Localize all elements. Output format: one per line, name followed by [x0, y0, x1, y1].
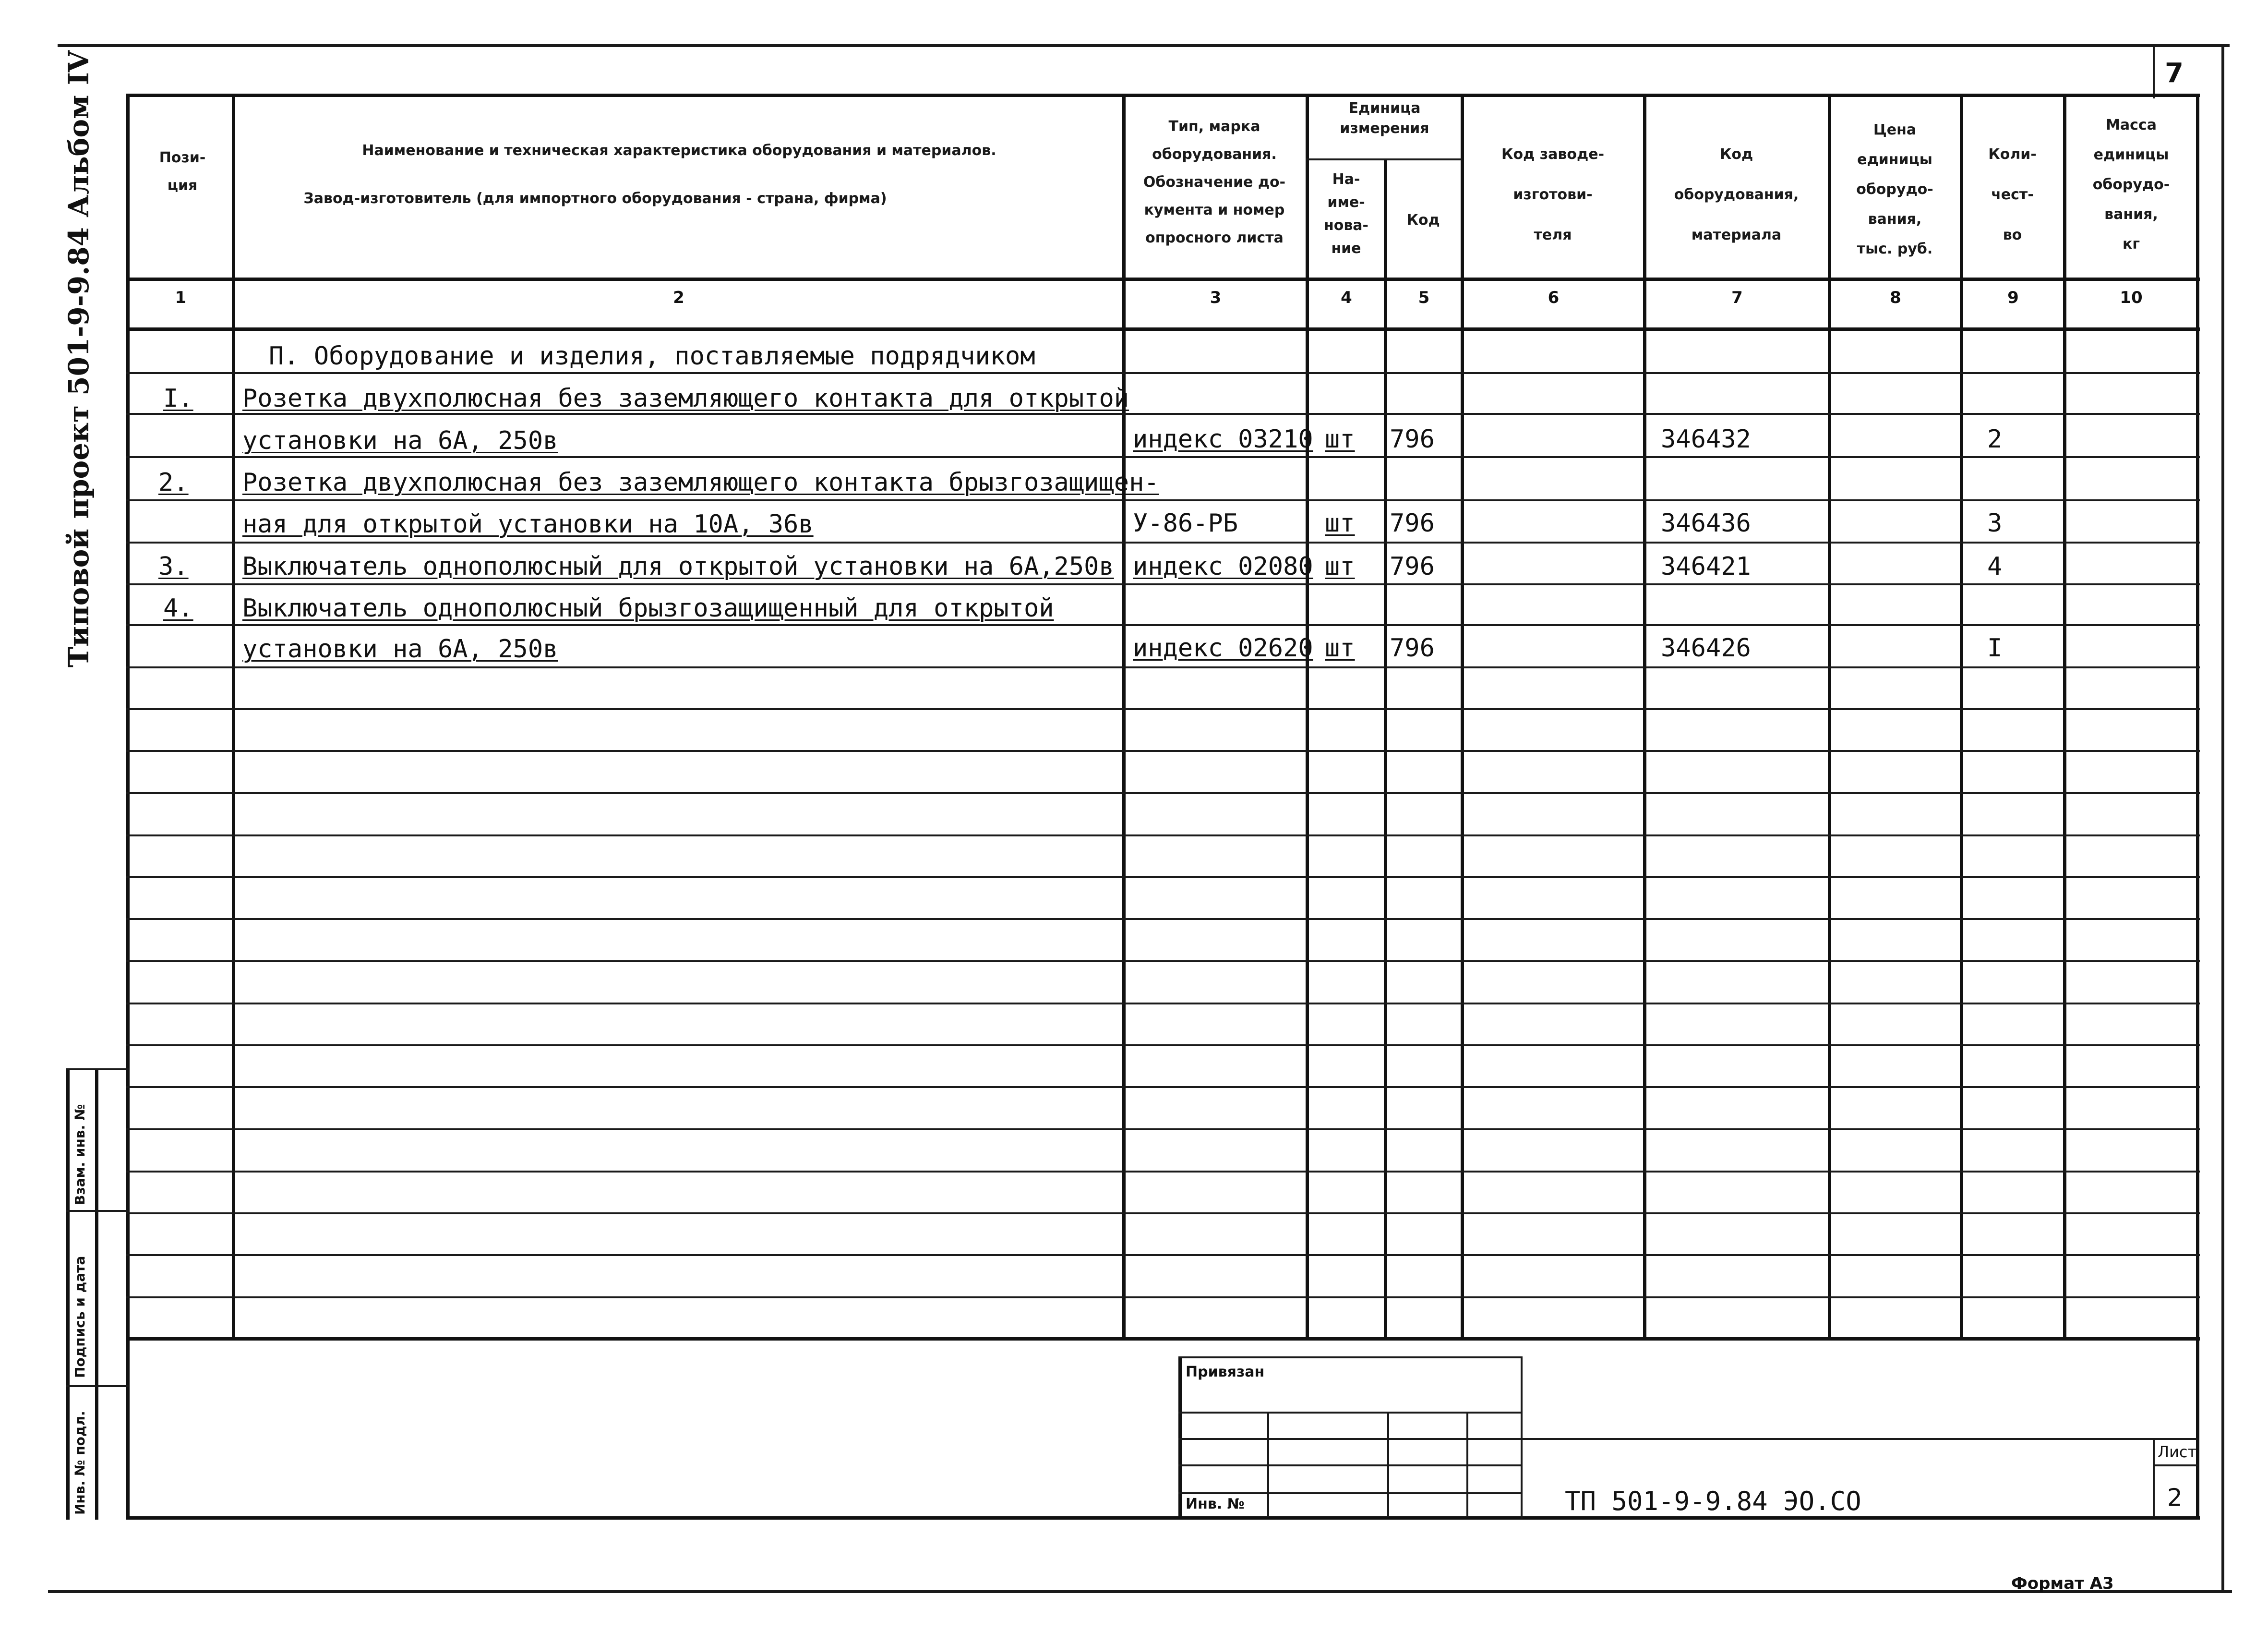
table-top [126, 94, 2200, 97]
row-line [126, 583, 2200, 585]
row-line [126, 413, 2200, 415]
row-line [126, 456, 2200, 458]
section-title: П. Оборудование и изделия, поставляемые подрядчиком [269, 342, 1035, 371]
col-sep-3 [1306, 94, 1309, 1340]
top-frame-line [58, 44, 2230, 47]
stamp-line-d [1178, 1492, 1522, 1494]
row2-code: 796 [1390, 509, 1435, 538]
side-label: Типовой проект 501-9-9.84 Альбом IV [62, 50, 95, 667]
col-sep-7 [1828, 94, 1831, 1340]
page-number-box-left [2153, 46, 2155, 98]
col-sep-2 [1122, 94, 1126, 1340]
row-line [126, 372, 2200, 374]
row2-name1: Розетка двухполюсная без заземляющего контакта брызгозащищен- [242, 468, 1159, 497]
colnum-2: 2 [673, 288, 684, 307]
row2-qty: 3 [1987, 509, 2003, 538]
row-line [126, 1086, 2200, 1088]
row1-type: индекс 03210 [1133, 425, 1313, 454]
row1-name1: Розетка двухполюсная без заземляющего контакта для открытой [242, 384, 1129, 413]
row-line [126, 792, 2200, 794]
row4-type: индекс 02620 [1133, 634, 1313, 663]
row-line [126, 708, 2200, 710]
row4-matcode: 346426 [1661, 634, 1751, 663]
row-line [126, 499, 2200, 501]
col-sep-4 [1384, 158, 1387, 1340]
header-col7: Код оборудования, материала [1674, 146, 1799, 243]
header-col10: Масса единицы оборудо- вания, кг [2092, 117, 2170, 253]
col-sep-9 [2063, 94, 2066, 1340]
colnum-6: 6 [1548, 288, 1560, 307]
header-col1: Пози- ция [159, 149, 206, 194]
row3-type: индекс 02080 [1133, 552, 1313, 581]
row4-qty: I [1987, 634, 2003, 663]
right-frame-line [2221, 44, 2224, 1593]
left-stamp-inner [95, 1068, 98, 1520]
row-line [126, 960, 2200, 962]
colnum-9: 9 [2007, 288, 2019, 307]
row-line [126, 624, 2200, 626]
privyazan-label: Привязан [1186, 1364, 1265, 1380]
row2-pos: 2. [158, 468, 189, 497]
colnum-8: 8 [1890, 288, 1901, 307]
colnum-bottom [126, 327, 2200, 331]
row-line [126, 918, 2200, 920]
row2-type: У-86-РБ [1133, 509, 1238, 538]
stamp-line-c [1178, 1464, 1522, 1466]
left-stamp-top [66, 1068, 129, 1070]
row3-unit: шт [1325, 552, 1355, 581]
header-col6: Код заводе- изготови- теля [1501, 146, 1605, 243]
row2-unit: шт [1325, 509, 1355, 538]
row-line [126, 1003, 2200, 1004]
row1-code: 796 [1390, 425, 1435, 454]
inv-no-label: Инв. № [1186, 1496, 1245, 1512]
row-line [126, 1128, 2200, 1130]
header-col2-line2: Завод-изготовитель (для импортного оборудования - страна, фирма) [303, 190, 887, 207]
table-right [2196, 94, 2199, 1520]
row1-name2: установки на 6А, 250в [242, 426, 558, 455]
stamp-line-b [1178, 1438, 1522, 1440]
colnum-4: 4 [1341, 288, 1352, 307]
colnum-3: 3 [1210, 288, 1222, 307]
stamp-privyazan-left [1178, 1356, 1182, 1519]
stamp-title-top [1521, 1438, 2197, 1440]
row3-matcode: 346421 [1661, 552, 1751, 581]
format-label: Формат А3 [2011, 1574, 2114, 1593]
unit-header-split [1306, 158, 1462, 160]
row4-code: 796 [1390, 634, 1435, 663]
left-stamp-outer [66, 1068, 70, 1520]
header-col8: Цена единицы оборудо- вания, тыс. руб. [1856, 121, 1933, 257]
row-line [126, 1254, 2200, 1256]
header-col5: Код [1406, 212, 1440, 229]
row1-unit: шт [1325, 425, 1355, 454]
stamp-sheet-left [2153, 1438, 2155, 1517]
row4-name2: установки на 6А, 250в [242, 635, 558, 664]
row-line [126, 1171, 2200, 1173]
sheet-label: Лист [2158, 1443, 2197, 1461]
row1-qty: 2 [1987, 425, 2003, 454]
row1-matcode: 346432 [1661, 425, 1751, 454]
vzam-inv-label: Взам. инв. № [72, 1104, 88, 1205]
table-body-bottom [126, 1337, 2200, 1341]
col-sep-8 [1960, 94, 1963, 1340]
colnum-1: 1 [175, 288, 187, 307]
row3-qty: 4 [1987, 552, 2003, 581]
stamp-sheet-split [2153, 1464, 2198, 1466]
col-sep-5 [1461, 94, 1464, 1340]
row4-pos: 4. [163, 594, 193, 623]
doc-code: ТП 501-9-9.84 ЭО.СО [1565, 1486, 1861, 1516]
bottom-frame-line [48, 1590, 2232, 1593]
row-line [126, 1296, 2200, 1298]
left-stamp-sep2 [66, 1385, 129, 1387]
colnum-7: 7 [1731, 288, 1743, 307]
row-line [126, 666, 2200, 668]
header-col45: Единица измерения [1340, 100, 1429, 137]
col-sep-1 [232, 94, 235, 1340]
page-number: 7 [2165, 58, 2184, 89]
col-sep-6 [1643, 94, 1646, 1340]
header-col9: Коли- чест- во [1988, 146, 2037, 243]
row3-name1: Выключатель однополюсный для открытой установки на 6А,250в [242, 552, 1114, 581]
row-line [126, 542, 2200, 544]
left-stamp-sep1 [66, 1210, 129, 1212]
stamp-v3 [1466, 1412, 1468, 1517]
row-line [126, 834, 2200, 836]
row3-code: 796 [1390, 552, 1435, 581]
table-left [126, 94, 130, 1517]
stamp-v2 [1387, 1412, 1389, 1517]
stamp-line-a [1178, 1412, 1522, 1414]
row2-matcode: 346436 [1661, 509, 1751, 538]
colnum-10: 10 [2120, 288, 2143, 307]
inv-podl-label: Инв. № подл. [72, 1411, 88, 1515]
colnum-5: 5 [1418, 288, 1430, 307]
row3-pos: 3. [158, 552, 189, 581]
row-line [126, 750, 2200, 752]
row-line [126, 1044, 2200, 1046]
stamp-bottom [126, 1516, 2200, 1520]
row-line [126, 876, 2200, 878]
stamp-v1 [1267, 1412, 1269, 1517]
header-bottom [126, 278, 2200, 281]
stamp-privyazan-top [1178, 1356, 1522, 1358]
header-col2-line1: Наименование и техническая характеристика оборудования и материалов. [362, 142, 996, 159]
stamp-privyazan-right [1521, 1356, 1523, 1519]
header-col4: На- име- нова- ние [1323, 171, 1369, 257]
row4-name1: Выключатель однополюсный брызгозащищенный для открытой [242, 594, 1054, 623]
row-line [126, 1212, 2200, 1214]
sheet-number: 2 [2167, 1484, 2183, 1511]
row2-name2: ная для открытой установки на 10А, 36в [242, 510, 814, 539]
row1-pos: I. [163, 384, 193, 413]
row4-unit: шт [1325, 634, 1355, 663]
podpis-label: Подпись и дата [72, 1256, 88, 1378]
header-col3: Тип, марка оборудования. Обозначение до- кумента и номер опросного листа [1143, 118, 1286, 246]
